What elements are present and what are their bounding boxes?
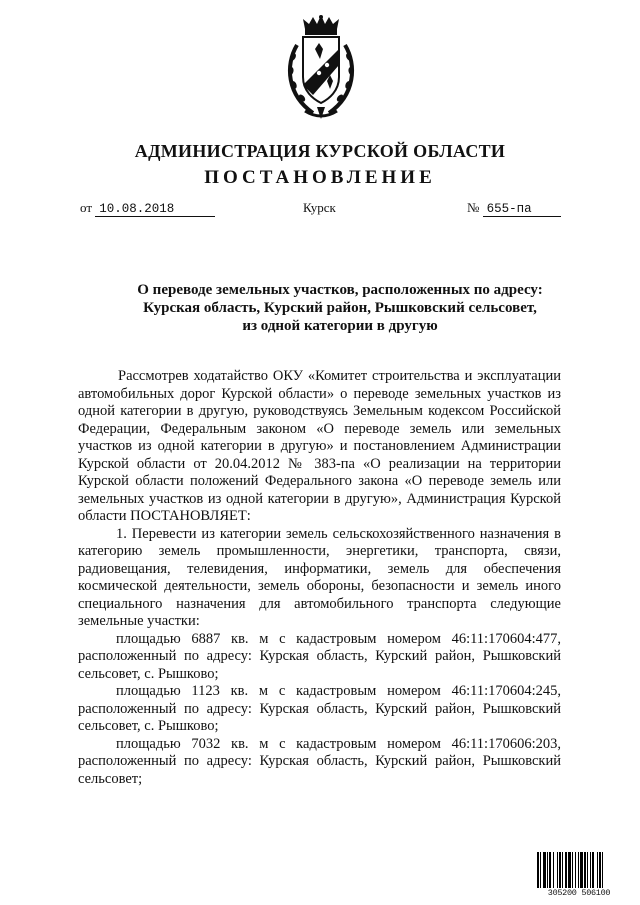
document-meta-row	[0, 200, 640, 220]
date-prefix: от	[80, 200, 93, 215]
document-subject	[60, 281, 620, 335]
subject-line: из одной категории в другую	[242, 318, 438, 334]
kursk-coat-of-arms-icon	[283, 15, 359, 123]
number-value: 655-па	[483, 202, 561, 217]
barcode-bar	[603, 852, 605, 888]
document-type-title: ПОСТАНОВЛЕНИЕ	[204, 167, 436, 188]
document-body	[78, 368, 561, 788]
subject-line: О переводе земельных участков, расположенных по адресу:	[137, 282, 543, 298]
preamble-paragraph: Рассмотрев ходатайство ОКУ «Комитет строительства и эксплуатации автомобильных дорог Курской области» о переводе земельных участков из одной категории в другую, руководствуясь Земельным кодексом Российской Федерации, Федеральным законом «О переводе земель или земельных участков из одной категории в другую» и постановлением Администрации Курской области от 20.04.2012 № 383-па «О реализации на территории Курской области положений Федерального закона «О переводе земель или земельных участков из одной категории в другую», Администрация Курской области ПОСТАНОВЛЯЕТ:	[78, 368, 561, 524]
land-plot-item: площадью 1123 кв. м с кадастровым номером 46:11:170604:245, расположенный по адресу: Курская область, Курский район, Рышковский сельсовет, с. Рышково;	[78, 683, 561, 734]
land-plot-item: площадью 6887 кв. м с кадастровым номером 46:11:170604:477, расположенный по адресу: Курская область, Курский район, Рышковский сельсовет, с. Рышково;	[78, 630, 561, 682]
barcode	[537, 852, 621, 900]
clause-paragraph: 1. Перевести из категории земель сельскохозяйственного назначения в категорию земель промышленности, энергетики, транспорта, связи, радиовещания, телевидения, информатики, земель для обеспечения космической деятельности, земель обороны, безопасности и земель иного специального назначения для автомобильного транспорта следующие земельные участки:	[78, 525, 561, 629]
organization-title: АДМИНИСТРАЦИЯ КУРСКОЙ ОБЛАСТИ	[134, 141, 506, 161]
document-date	[80, 200, 215, 217]
date-value: 10.08.2018	[95, 202, 215, 217]
barcode-bars	[537, 852, 621, 888]
subject-line: Курская область, Курский район, Рышковский сельсовет,	[143, 300, 537, 316]
document-city: Курск	[303, 200, 336, 215]
land-plot-item: площадью 7032 кв. м с кадастровым номером 46:11:170606:203, расположенный по адресу: Курская область, Курский район, Рышковский сельсовет;	[78, 735, 561, 787]
barcode-digits: 305200 506100	[547, 888, 611, 898]
number-prefix: №	[467, 200, 480, 215]
document-number	[467, 200, 561, 217]
